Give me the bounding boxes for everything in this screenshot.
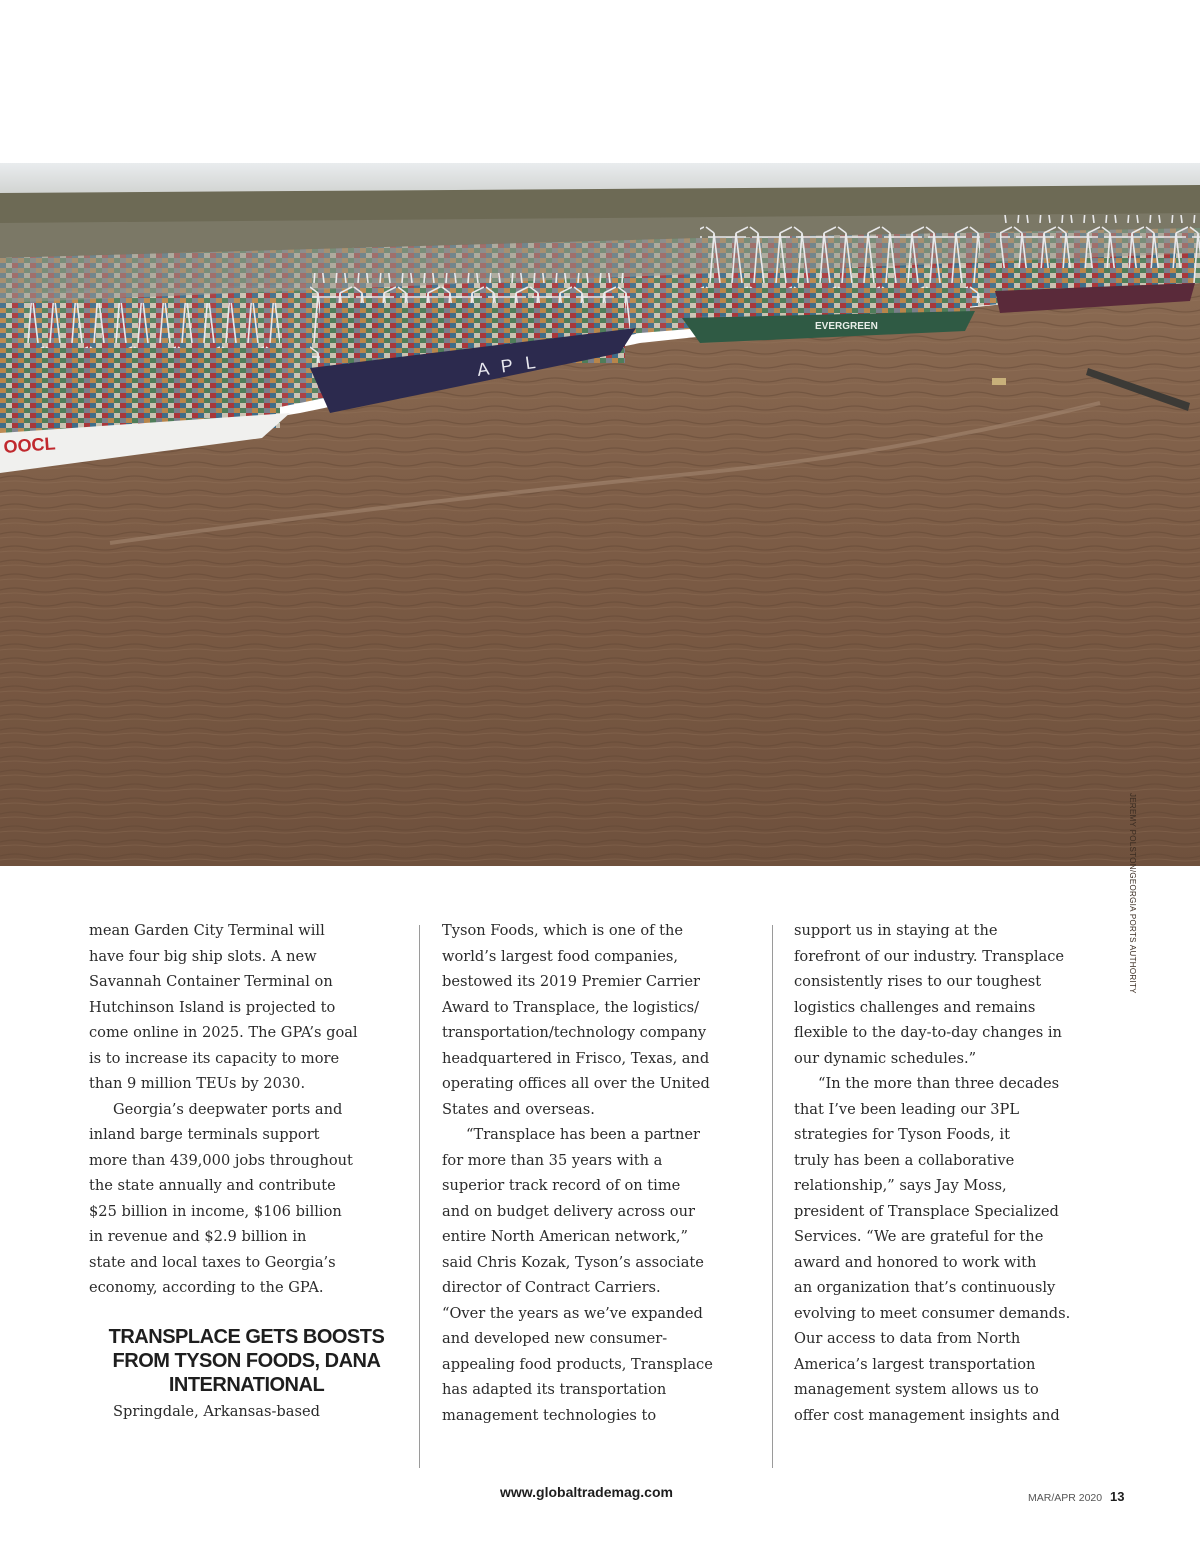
text-line: consistently rises to our toughest [794, 973, 1042, 990]
text-line: strategies for Tyson Foods, it [794, 1126, 1010, 1143]
photo-credit: JEREMY POLSTON/GEORGIA PORTS AUTHORITY [1128, 793, 1137, 994]
text-line: headquartered in Frisco, Texas, and [442, 1049, 710, 1067]
text-line: Hutchinson Island is projected to [89, 998, 336, 1016]
paragraph [89, 1097, 404, 1301]
paragraph [442, 918, 754, 1122]
text-line: bestowed its 2019 Premier Carrier [442, 973, 700, 990]
text-line: Award to Transplace, the logistics/ [442, 998, 700, 1016]
text-line: mean Garden City Terminal will [89, 922, 325, 939]
text-line: award and honored to work with [794, 1253, 1037, 1271]
paragraph [89, 918, 404, 1097]
text-line: than 9 million TEUs by 2030. [89, 1075, 306, 1092]
text-line: director of Contract Carriers. [442, 1279, 661, 1296]
text-line: Springdale, Arkansas-based [113, 1402, 320, 1420]
text-line: management technologies to [442, 1406, 657, 1424]
svg-text:EVERGREEN: EVERGREEN [815, 321, 878, 332]
text-line: entire North American network,” [442, 1228, 688, 1245]
text-line: an organization that’s continuously [794, 1279, 1056, 1296]
text-line: “Over the years as we’ve expanded [442, 1304, 703, 1322]
text-line: that I’ve been leading our 3PL [794, 1100, 1020, 1118]
text-line: logistics challenges and remains [794, 998, 1036, 1016]
headline-line: TRANSPLACE GETS BOOSTS [108, 1325, 385, 1348]
text-line: economy, according to the GPA. [89, 1279, 324, 1296]
text-line: transportation/technology company [442, 1024, 707, 1041]
text-line: forefront of our industry. Transplace [794, 947, 1065, 965]
column-divider [772, 925, 773, 1468]
column-2 [442, 918, 754, 1428]
text-line: for more than 35 years with a [442, 1151, 663, 1169]
column-divider [419, 925, 420, 1468]
text-line: Savannah Container Terminal on [89, 973, 333, 990]
svg-text:OOCL: OOCL [2, 433, 57, 457]
headline-line: FROM TYSON FOODS, DANA [112, 1349, 381, 1372]
footer-website: www.globaltrademag.com [500, 1484, 673, 1500]
text-line: and on budget delivery across our [442, 1202, 695, 1220]
text-line: our dynamic schedules.” [794, 1049, 977, 1067]
text-line: Tyson Foods, which is one of the [442, 922, 684, 939]
text-line: come online in 2025. The GPA’s goal [89, 1024, 358, 1041]
text-line: Our access to data from North [794, 1330, 1021, 1347]
text-line: appealing food products, Transplace [442, 1355, 713, 1373]
text-line: offer cost management insights and [794, 1406, 1060, 1424]
text-line: “Transplace has been a partner [466, 1126, 701, 1143]
text-line: “In the more than three decades [818, 1075, 1060, 1092]
text-line: has adapted its transportation [442, 1381, 667, 1398]
column-3 [794, 918, 1114, 1428]
text-line: president of Transplace Specialized [794, 1202, 1059, 1220]
text-line: the state annually and contribute [89, 1177, 336, 1194]
headline-line: INTERNATIONAL [168, 1373, 325, 1396]
text-line: $25 billion in income, $106 billion [89, 1202, 342, 1220]
paragraph [89, 1399, 404, 1425]
text-line: and developed new consumer- [442, 1330, 668, 1347]
text-line: management system allows us to [794, 1381, 1039, 1398]
text-line: have four big ship slots. A new [89, 947, 317, 965]
paragraph [442, 1122, 754, 1428]
text-line: evolving to meet consumer demands. [794, 1304, 1071, 1322]
section-headline [89, 1301, 404, 1399]
text-line: operating offices all over the United [442, 1075, 710, 1092]
text-line: is to increase its capacity to more [89, 1049, 340, 1067]
svg-text:A P L: A P L [475, 351, 541, 380]
text-line: America’s largest transportation [794, 1355, 1036, 1373]
page-number: 13 [1110, 1489, 1125, 1504]
text-line: Services. “We are grateful for the [794, 1228, 1044, 1245]
text-line: more than 439,000 jobs throughout [89, 1151, 353, 1169]
text-line: superior track record of on time [442, 1177, 681, 1194]
paragraph [794, 1071, 1114, 1428]
text-line: in revenue and $2.9 billion in [89, 1228, 307, 1245]
text-line: world’s largest food companies, [442, 947, 678, 965]
text-line: support us in staying at the [794, 922, 998, 939]
text-line: Georgia’s deepwater ports and [113, 1100, 343, 1118]
text-line: truly has been a collaborative [794, 1151, 1015, 1169]
text-line: state and local taxes to Georgia’s [89, 1253, 336, 1271]
text-line: inland barge terminals support [89, 1126, 320, 1143]
text-line: relationship,” says Jay Moss, [794, 1177, 1007, 1194]
column-1 [89, 918, 404, 1424]
paragraph [794, 918, 1114, 1071]
footer-issue-date: MAR/APR 2020 [1028, 1492, 1103, 1504]
text-line: said Chris Kozak, Tyson’s associate [442, 1253, 704, 1271]
text-line: States and overseas. [442, 1100, 595, 1118]
text-line: flexible to the day-to-day changes in [794, 1024, 1062, 1041]
